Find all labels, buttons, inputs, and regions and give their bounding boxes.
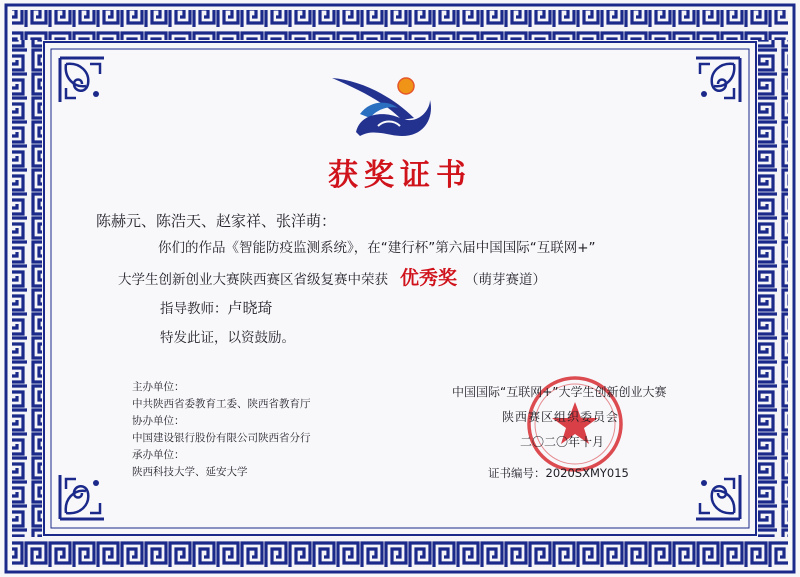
advisor-name: 卢晓琦 [227, 299, 273, 317]
co-value: 中国建设银行股份有限公司陕西省分行 [132, 432, 311, 444]
award-name: 优秀奖 [400, 267, 458, 289]
track-name: （萌芽赛道） [465, 272, 547, 288]
host-label: 主办单位： [132, 381, 185, 393]
closing-line: 特发此证，以资鼓励。 [160, 330, 295, 346]
recipients: 陈赫元、陈浩天、赵家祥、张洋萌： [96, 212, 337, 230]
body-line-1: 你们的作品《智能防疫监测系统》，在“建行杯”第六届中国国际“互联网+” [158, 240, 596, 256]
body-line-2-prefix: 大学生创新创业大赛陕西赛区省级复赛中荣获 [118, 272, 388, 288]
organizers-block [132, 379, 311, 481]
host-value: 中共陕西省委教育工委、陕西省教育厅 [132, 398, 311, 410]
body-line-2 [118, 263, 546, 290]
fret-band-bottom [12, 537, 788, 567]
issue-date: 二〇二〇年十月 [520, 435, 605, 449]
advisor-label: 指导教师： [160, 301, 228, 317]
fret-band-right [758, 40, 788, 537]
undertake-label: 承办单位： [132, 449, 185, 461]
issuer-line-1: 中国国际“互联网+”大学生创新创业大赛 [452, 385, 667, 399]
fret-band-top [12, 10, 788, 40]
certificate-title: 获奖证书 [328, 158, 472, 193]
issuer-line-2: 陕西赛区组织委员会 [502, 410, 620, 424]
fret-band-left [12, 40, 42, 537]
advisor-line [160, 297, 273, 318]
certificate-number: 证书编号：2020SXMY015 [488, 466, 629, 480]
undertake-value: 陕西科技大学、延安大学 [132, 466, 248, 478]
co-label: 协办单位： [132, 415, 185, 427]
